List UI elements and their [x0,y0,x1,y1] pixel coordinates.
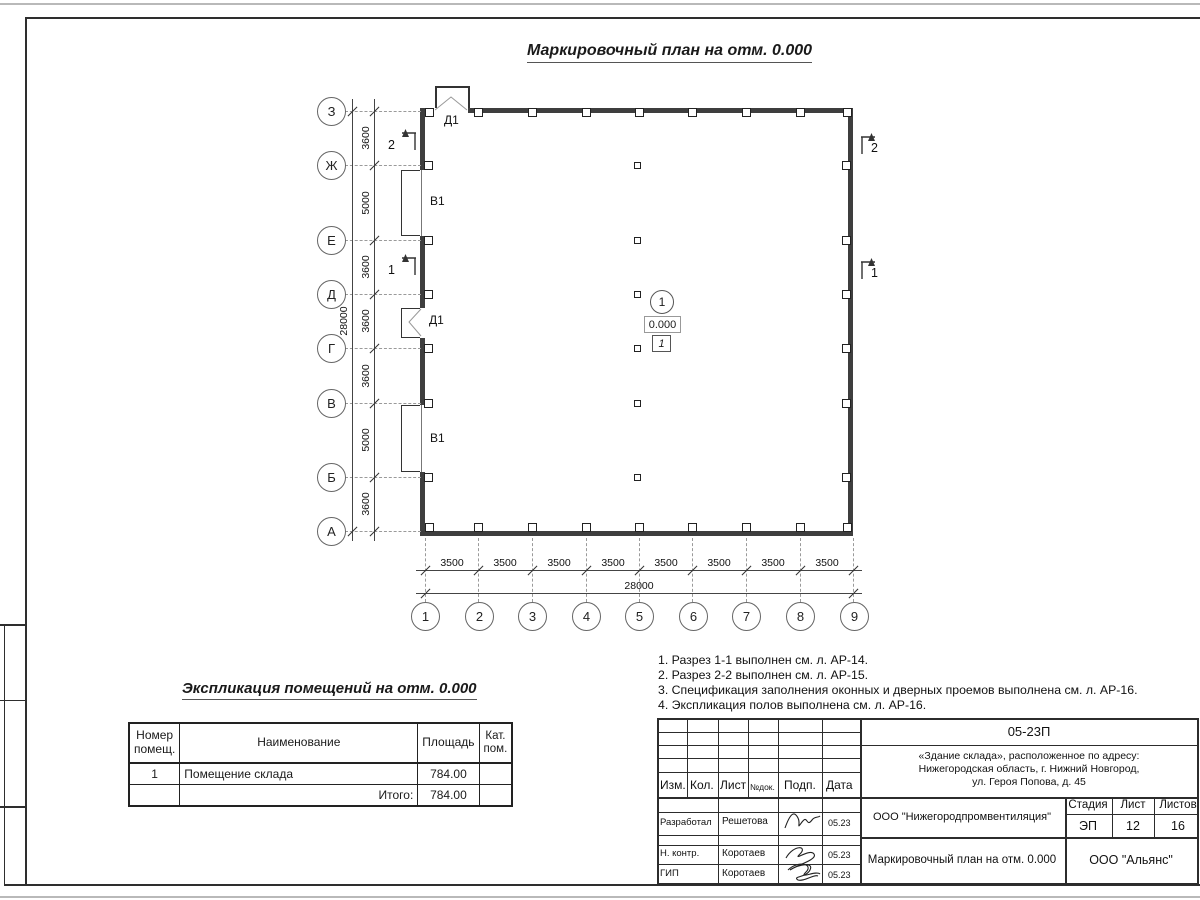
axis-line [345,294,421,295]
tb-col-kol: Кол. [690,778,714,792]
dim-value: 3600 [360,492,372,516]
side-stamp-line-h1 [0,624,26,626]
dim-value: 5000 [360,428,372,452]
axis-bubble-row: А [317,517,346,546]
column [474,523,483,532]
column [424,399,433,408]
axis-bubble-row: Б [317,463,346,492]
axis-line [345,531,421,532]
tb-sheet-label: Лист [1120,799,1146,811]
column [425,108,434,117]
col-header-area: Площадь [418,723,479,763]
col-header-category: Кат. пом. [479,723,512,763]
column [474,108,483,117]
empty-cell [129,785,180,807]
column [842,290,851,299]
axis-bubble-col: 7 [732,602,761,631]
tb-sheet-value: 12 [1126,819,1140,833]
door-top-label: Д1 [444,113,459,127]
tb-stage-value: ЭП [1079,819,1097,833]
total-label-cell: Итого: [180,785,418,807]
dim-value: 3500 [654,557,678,569]
floor-type-box: 1 [652,335,671,352]
tb-sheets-value: 16 [1171,819,1185,833]
tb-col-ndoc: №док. [750,782,775,792]
dim-value: 3600 [360,126,372,150]
axis-bubble-row: Е [317,226,346,255]
tb-date: 05.23 [828,850,851,860]
tb-date: 05.23 [828,818,851,828]
tb-stage-label: Стадия [1068,799,1108,811]
tb-address-line1: «Здание склада», расположенное по адресу: [918,750,1140,762]
note-line: 1. Разрез 1-1 выполнен см. л. АР-14. [658,653,869,667]
signature-developer [782,804,822,834]
window-bay-bottom [401,405,420,472]
column [842,161,851,170]
window-bottom-label: В1 [430,431,445,445]
axis-bubble-col: 3 [518,602,547,631]
explication-table [128,722,513,807]
axis-bubble-col: 9 [840,602,869,631]
tb-col-izm: Изм. [660,778,686,792]
tb-address-line3: ул. Героя Попова, д. 45 [972,776,1086,788]
dim-value: 3500 [601,557,625,569]
axis-bubble-col: 1 [411,602,440,631]
total-area-cell: 784.00 [418,785,479,807]
room-number-cell: 1 [129,763,180,785]
column [424,344,433,353]
column [424,161,433,170]
frame-left [25,17,27,885]
axis-bubble-col: 6 [679,602,708,631]
column [582,523,591,532]
section-1-left-mark [399,253,419,277]
dim-value: 3500 [440,557,464,569]
column [635,523,644,532]
column [425,523,434,532]
column [842,473,851,482]
tb-name: Коротаев [722,868,766,879]
section-1-left-number: 1 [388,263,395,277]
column [634,291,641,298]
column [742,108,751,117]
column [843,108,852,117]
tb-date: 05.23 [828,870,851,880]
column [634,400,641,407]
column [842,344,851,353]
axis-bubble-col: 5 [625,602,654,631]
column [796,108,805,117]
note-line: 3. Спецификация заполнения оконных и дверных проемов выполнена см. л. АР-16. [658,683,1138,697]
wall-right [848,108,853,536]
column [528,108,537,117]
window-bay-top [401,170,420,236]
column [634,474,641,481]
column [424,473,433,482]
axis-bubble-row: Д [317,280,346,309]
tb-drawing-name: Маркировочный план на отм. 0.000 [867,854,1057,866]
column [582,108,591,117]
sheet-bottom-edge [0,896,1200,898]
section-1-right-number: 1 [871,266,878,280]
explication-header-row [129,723,512,763]
axis-line [345,403,421,404]
dim-value: 3600 [360,255,372,279]
dim-value: 3500 [547,557,571,569]
column [843,523,852,532]
tb-company: ООО "Альянс" [1089,853,1173,867]
dim-line-bottom-total [416,593,862,594]
column [634,162,641,169]
window-glazing-bottom [421,405,422,472]
section-2-right-number: 2 [871,141,878,155]
axis-line [345,240,421,241]
axis-bubble-row: В [317,389,346,418]
column [688,523,697,532]
axis-bubble-row: З [317,97,346,126]
tb-role: Разработал [660,817,712,828]
axis-line [345,165,421,166]
column [634,345,641,352]
tb-doc-code: 05-23П [1007,724,1051,739]
tb-sheets-label: Листов [1159,799,1197,811]
room-number-bubble: 1 [650,290,674,314]
window-top-label: В1 [430,194,445,208]
room-category-cell [479,763,512,785]
axis-line [345,111,421,112]
door-left-label: Д1 [429,313,444,327]
note-line: 2. Разрез 2-2 выполнен см. л. АР-15. [658,668,869,682]
tb-org: ООО "Нижегородпромвентиляция" [872,811,1052,823]
frame-top [25,17,1200,19]
axis-bubble-row: Ж [317,151,346,180]
section-2-left-number: 2 [388,138,395,152]
dim-line-left-total [352,99,353,541]
col-header-name: Наименование [180,723,418,763]
tb-role: Н. контр. [660,848,700,859]
col-header-room-number: Номер помещ. [129,723,180,763]
axis-bubble-col: 2 [465,602,494,631]
column [634,237,641,244]
dim-value: 3500 [493,557,517,569]
axis-bubble-col: 8 [786,602,815,631]
column [796,523,805,532]
signature-control [780,840,824,884]
dim-value: 3500 [761,557,785,569]
axis-bubble-col: 4 [572,602,601,631]
table-row [129,763,512,785]
column [688,108,697,117]
dim-total: 28000 [338,306,350,336]
dim-total: 28000 [624,580,654,592]
tb-address-line2: Нижегородская область, г. Нижний Новгород, [918,763,1140,775]
table-total-row [129,785,512,807]
column [424,236,433,245]
tb-name: Коротаев [722,848,766,859]
dim-value: 3500 [707,557,731,569]
plan-title: Маркировочный план на отм. 0.000 [527,42,812,63]
side-stamp-line-h3 [0,806,26,808]
sheet-top-edge [0,3,1200,5]
door-leaf-left [407,307,422,339]
room-name-cell: Помещение склада [180,763,418,785]
tb-name: Решетова [722,816,768,827]
tb-role: ГИП [660,868,679,879]
axis-bubble-row: Г [317,334,346,363]
note-line: 4. Экспликация полов выполнена см. л. АР-16. [658,698,927,712]
tb-col-list: Лист [720,778,747,792]
dim-value: 5000 [360,191,372,215]
column [842,236,851,245]
axis-line [345,348,421,349]
tb-col-podp: Подп. [784,778,816,792]
column [842,399,851,408]
section-2-left-mark [399,128,419,152]
column [424,290,433,299]
column [635,108,644,117]
dim-value: 3600 [360,309,372,333]
dim-value: 3600 [360,364,372,388]
axis-line [345,477,421,478]
column [528,523,537,532]
tb-col-data: Дата [826,778,853,792]
empty-cell [479,785,512,807]
column [742,523,751,532]
door-leaf-top [434,94,470,112]
explication-title: Экспликация помещений на отм. 0.000 [182,680,477,700]
room-elevation-box: 0.000 [644,316,681,333]
side-stamp-line-v [4,624,5,885]
dim-value: 3500 [815,557,839,569]
room-area-cell: 784.00 [418,763,479,785]
window-glazing-top [421,170,422,236]
side-stamp-line-h2 [0,700,26,701]
